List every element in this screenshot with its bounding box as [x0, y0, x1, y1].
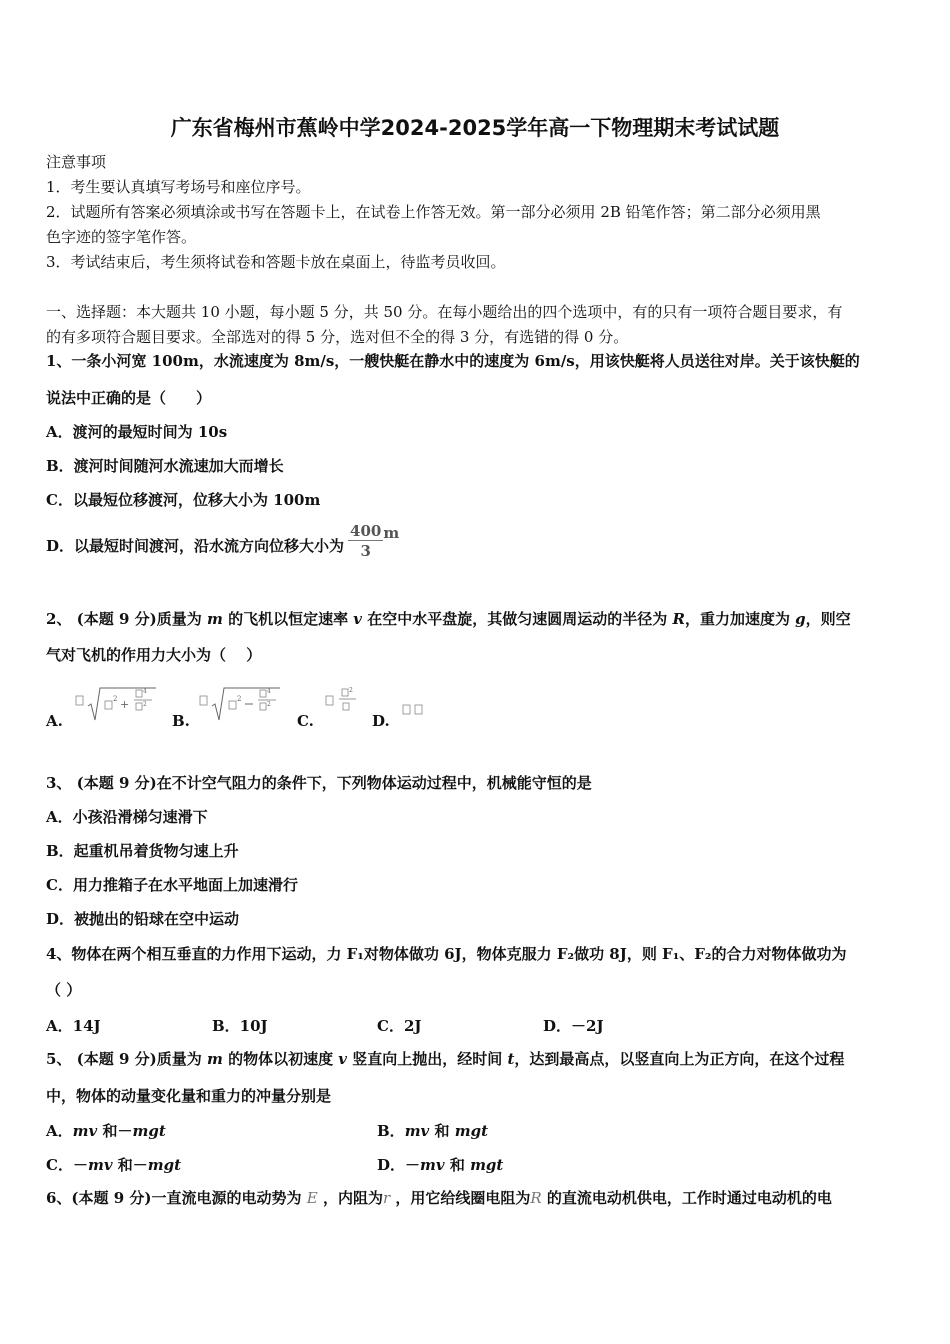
q5-option-c: C．－mv 和－mgt — [46, 1156, 182, 1174]
q4-option-a: A．14J — [46, 1017, 101, 1035]
q1-stem-cont: 说法中正确的是（ ） — [46, 389, 212, 407]
q1-option-c: C．以最短位移渡河，位移大小为 100m — [46, 491, 321, 509]
q1-stem: 1、一条小河宽 100m，水流速度为 8m/s，一艘快艇在静水中的速度为 6m/s，用该快艇将人员送往对岸。关于该快艇的 — [46, 352, 860, 370]
q3-option-a: A．小孩沿滑梯匀速滑下 — [46, 808, 208, 826]
notice-item-3: 3．考试结束后，考生须将试卷和答题卡放在桌面上，待监考员收回。 — [46, 253, 506, 271]
q2-stem-cont: 气对飞机的作用力大小为（ ） — [46, 646, 262, 664]
q2-option-b-formula — [198, 684, 284, 724]
q5-stem: 5、 (本题 9 分)质量为 m 的物体以初速度 v 竖直向上抛出，经时间 t，达到最高点，以竖直向上为正方向，在这个过程 — [46, 1050, 845, 1068]
q1-option-b: B．渡河时间随河水流速加大而增长 — [46, 457, 284, 475]
q2-option-d-formula — [400, 700, 430, 720]
q3-stem: 3、 (本题 9 分)在不计空气阻力的条件下，下列物体运动过程中，机械能守恒的是 — [46, 774, 592, 792]
q5-option-a: A．mv 和－mgt — [46, 1122, 166, 1140]
q5-stem-cont: 中，物体的动量变化量和重力的冲量分别是 — [46, 1087, 332, 1105]
svg-text:4: 4 — [267, 688, 271, 695]
section-1-instructions-cont: 的有多项符合题目要求。全部选对的得 5 分，选对但不全的得 3 分，有选错的得 0 分。 — [46, 328, 629, 346]
q1-unit: m — [383, 524, 400, 542]
q2-stem: 2、 (本题 9 分)质量为 m 的飞机以恒定速率 v 在空中水平盘旋，其做匀速圆周运动的半径为 R，重力加速度为 g，则空 — [46, 610, 851, 628]
q2-option-d-label: D. — [372, 712, 390, 730]
notice-item-1: 1．考生要认真填写考场号和座位序号。 — [46, 178, 311, 196]
q1-fraction — [348, 522, 383, 561]
q4-option-d: D．－2J — [543, 1017, 604, 1035]
notice-item-2-cont: 色字迹的签字笔作答。 — [46, 228, 197, 246]
q3-option-b: B．起重机吊着货物匀速上升 — [46, 842, 239, 860]
q4-option-c: C．2J — [377, 1017, 422, 1035]
page-title: 广东省梅州市蕉岭中学2024-2025学年高一下物理期末考试试题 — [170, 116, 780, 140]
q5-option-b: B．mv 和 mgt — [377, 1122, 489, 1140]
q4-stem: 4、物体在两个相互垂直的力作用下运动，力 F₁对物体做功 6J，物体克服力 F₂做功 8J，则 F₁、F₂的合力对物体做功为 — [46, 945, 847, 963]
q2-option-a-formula — [74, 684, 160, 724]
svg-text:2: 2 — [267, 701, 271, 708]
q6-stem: 6、(本题 9 分)一直流电源的电动势为 E ，内阻为r ，用它给线圈电阻为R 的直流电动机供电，工作时通过电动机的电 — [46, 1189, 832, 1207]
q3-option-d: D．被抛出的铅球在空中运动 — [46, 910, 240, 928]
notice-item-2: 2．试题所有答案必须填涂或书写在答题卡上，在试卷上作答无效。第一部分必须用 2B 铅笔作答；第二部分必须用黑 — [46, 203, 821, 221]
notice-heading: 注意事项 — [46, 153, 107, 171]
q2-option-c-formula — [324, 684, 360, 724]
svg-text:2: 2 — [349, 687, 353, 694]
svg-text:2: 2 — [237, 695, 242, 703]
q4-stem-cont: （ ） — [46, 981, 82, 999]
q1-option-d-text: D．以最短时间渡河，沿水流方向位移大小为 — [46, 537, 345, 555]
q1-option-a: A．渡河的最短时间为 10s — [46, 423, 228, 441]
q2-option-b-label: B. — [172, 712, 190, 730]
svg-text:2: 2 — [143, 701, 147, 708]
q3-option-c: C．用力推箱子在水平地面上加速滑行 — [46, 876, 298, 894]
svg-text:2: 2 — [113, 695, 118, 703]
q1-option-d — [46, 521, 908, 569]
q1-fraction-denominator: 3 — [360, 541, 371, 560]
svg-text:4: 4 — [143, 688, 147, 695]
q1-fraction-numerator: 400 — [350, 521, 382, 540]
q2-option-c-label: C. — [297, 712, 314, 730]
q4-option-b: B．10J — [212, 1017, 268, 1035]
q5-option-d: D．－mv 和 mgt — [377, 1156, 504, 1174]
q2-option-a-label: A. — [46, 712, 63, 730]
section-1-instructions: 一、选择题：本大题共 10 小题，每小题 5 分，共 50 分。在每小题给出的四个选项中，有的只有一项符合题目要求，有 — [46, 303, 843, 321]
svg-text:+: + — [120, 698, 130, 711]
